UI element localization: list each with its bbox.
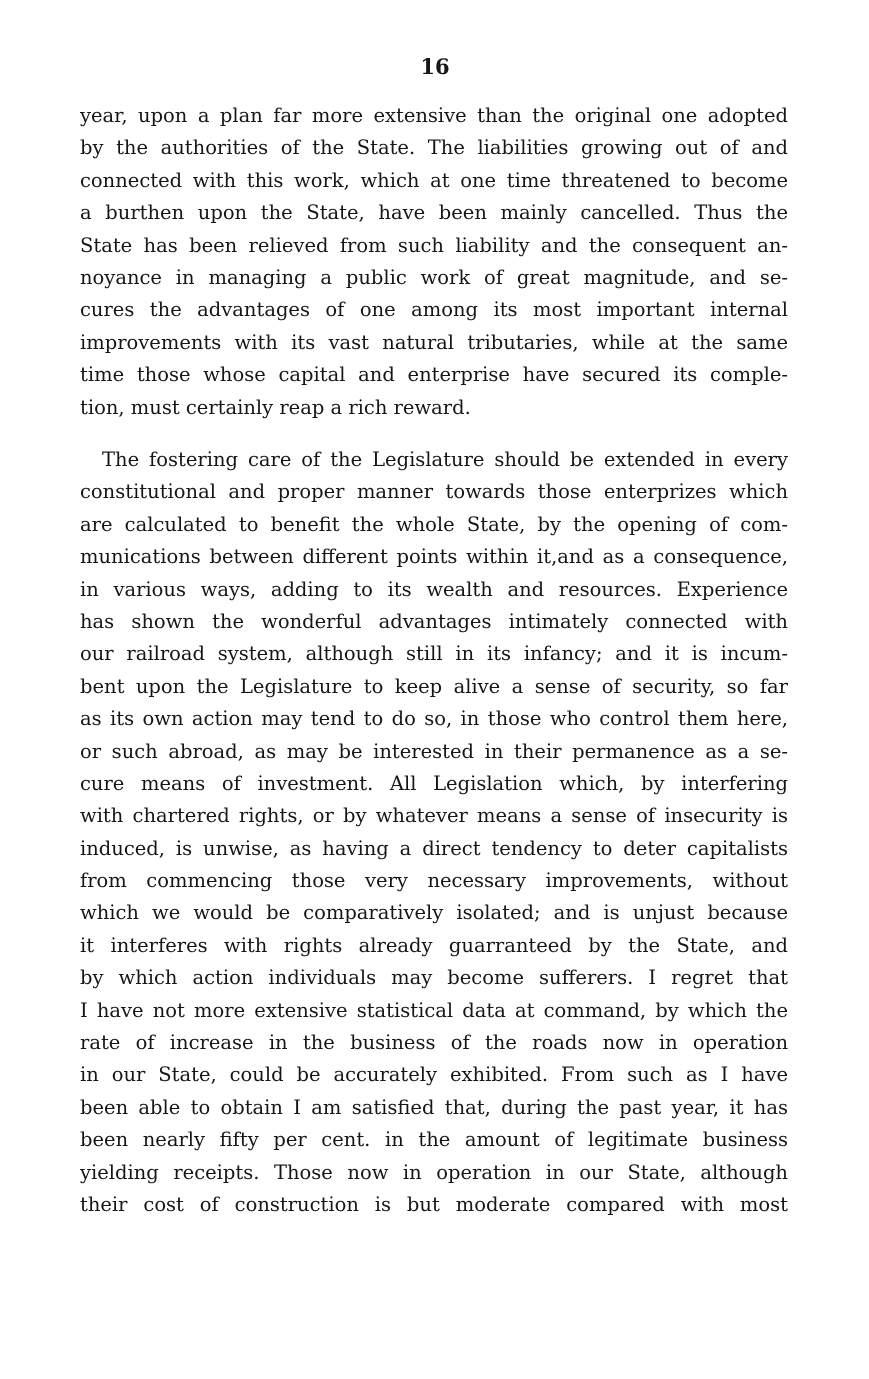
- text-line: our railroad system, although still in its infancy; and it is incum-: [80, 642, 788, 666]
- text-line: by which action individuals may become sufferers. I regret that: [80, 966, 788, 990]
- text-line: a burthen upon the State, have been mainly cancelled. Thus the: [80, 201, 788, 225]
- text-line: are calculated to benefit the whole State, by the opening of com-: [80, 512, 788, 536]
- text-line: time those whose capital and enterprise have secured its comple-: [80, 363, 788, 387]
- text-line: bent upon the Legislature to keep alive a sense of security, so far: [80, 674, 788, 698]
- text-line: by the authorities of the State. The liabilities growing out of and: [80, 136, 788, 160]
- text-line: induced, is unwise, as having a direct tendency to deter capitalists: [80, 836, 788, 860]
- text-line: it interferes with rights already guarranteed by the State, and: [80, 933, 788, 957]
- paragraph-1: [80, 100, 788, 424]
- text-line: been able to obtain I am satisfied that, during the past year, it has: [80, 1095, 788, 1119]
- text-line: which we would be comparatively isolated; and is unjust because: [80, 901, 788, 925]
- text-line: year, upon a plan far more extensive than the original one adopted: [80, 104, 788, 127]
- text-line: yielding receipts. Those now in operation in our State, although: [80, 1160, 788, 1184]
- text-line: I have not more extensive statistical data at command, by which the: [80, 998, 788, 1022]
- text-line: been nearly fifty per cent. in the amount of legitimate business: [80, 1128, 788, 1152]
- text-line: from commencing those very necessary improvements, without: [80, 869, 788, 893]
- text-line: with chartered rights, or by whatever means a sense of insecurity is: [80, 804, 788, 828]
- text-line: The fostering care of the Legislature should be extended in every: [102, 448, 788, 471]
- text-line: cure means of investment. All Legislation which, by interfering: [80, 771, 788, 795]
- text-line: constitutional and proper manner towards those enterprizes which: [80, 480, 788, 504]
- text-line: connected with this work, which at one time threatened to become: [80, 168, 788, 192]
- text-line: as its own action may tend to do so, in those who control them here,: [80, 707, 788, 731]
- text-line: State has been relieved from such liability and the consequent an-: [80, 233, 788, 257]
- text-line: rate of increase in the business of the roads now in operation: [80, 1031, 788, 1055]
- text-line: munications between different points within it,and as a consequence,: [80, 545, 788, 569]
- text-line: cures the advantages of one among its most important internal: [80, 298, 788, 322]
- text-line: has shown the wonderful advantages intimately connected with: [80, 609, 788, 633]
- text-line: improvements with its vast natural tributaries, while at the same: [80, 330, 788, 354]
- page-number: 16: [420, 54, 450, 79]
- text-line: or such abroad, as may be interested in their permanence as a se-: [80, 739, 788, 763]
- text-line: tion, must certainly reap a rich reward.: [80, 395, 471, 419]
- text-line: noyance in managing a public work of great magnitude, and se-: [80, 265, 788, 289]
- text-line: in our State, could be accurately exhibited. From such as I have: [80, 1063, 788, 1087]
- text-line: in various ways, adding to its wealth and resources. Experience: [80, 577, 788, 601]
- paragraph-2: [80, 444, 788, 1221]
- text-line: their cost of construction is but moderate compared with most: [80, 1192, 788, 1216]
